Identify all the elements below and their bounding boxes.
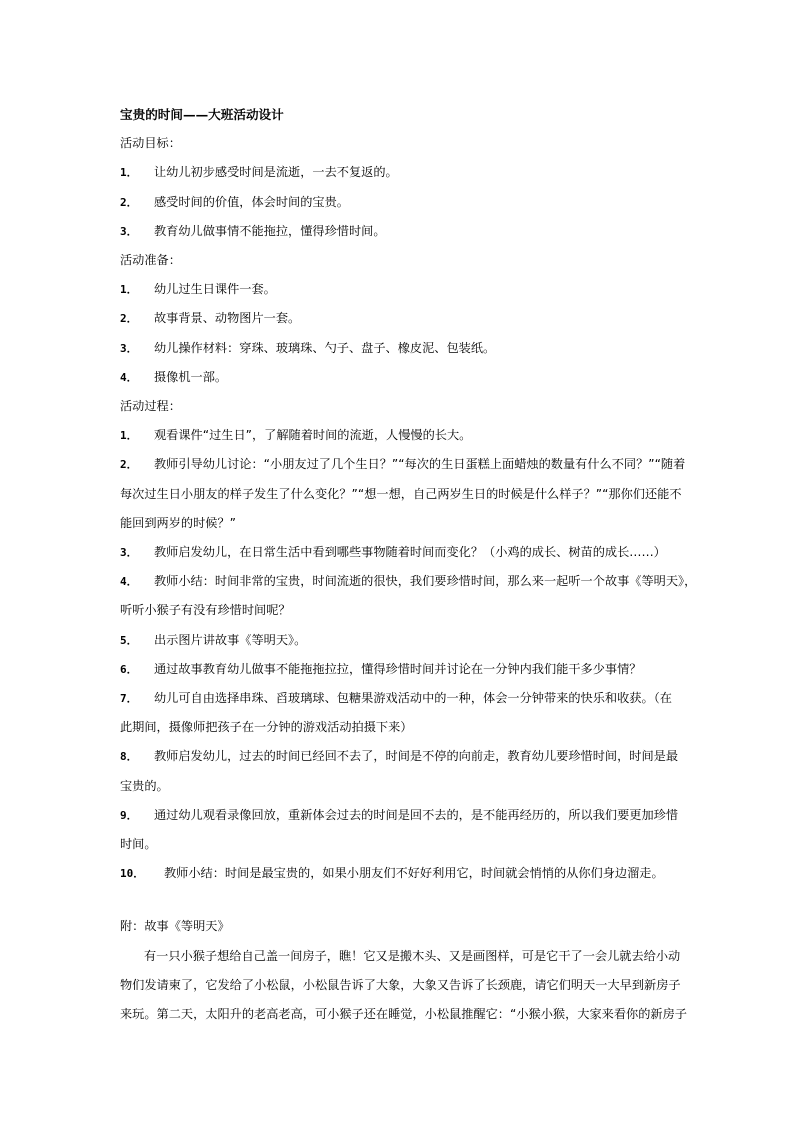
story-line: 来玩。第二天，太阳升的老高老高，可小猴子还在睡觉，小松鼠推醒它：“小猴小猴，大家来看你的新房子	[120, 1007, 687, 1022]
list-item: 3． 教育幼儿做事情不能拖拉，懂得珍惜时间。	[120, 223, 386, 238]
list-item: 1． 观看课件“过生日”，了解随着时间的流逝，人慢慢的长大。	[120, 428, 472, 443]
list-item: 1． 幼儿过生日课件一套。	[120, 282, 276, 297]
list-item: 8． 教师启发幼儿，过去的时间已经回不去了，时间是不停的向前走，教育幼儿要珍惜时间，时间是最	[120, 749, 679, 764]
appendix-heading: 附：故事《等明天》	[120, 919, 230, 934]
list-item: 9． 通过幼儿观看录像回放，重新体会过去的时间是回不去的，是不能再经历的，所以我们要更加珍惜	[120, 807, 679, 822]
list-item: 7． 幼儿可自由选择串珠、舀玻璃球、包糖果游戏活动中的一种，体会一分钟带来的快乐和收获。（在	[120, 691, 672, 706]
process-heading: 活动过程：	[120, 399, 181, 414]
goals-list	[120, 158, 676, 246]
list-item: 3． 幼儿操作材料：穿珠、玻璃珠、勺子、盘子、橡皮泥、包装纸。	[120, 340, 496, 355]
document-page	[120, 100, 697, 1029]
process-list	[120, 421, 697, 888]
prep-list	[120, 275, 676, 392]
story-line: 物们发请柬了，它发给了小松鼠，小松鼠告诉了大象，大象又告诉了长颈鹿，请它们明天一大早到新房子	[120, 977, 681, 992]
list-item-continuation: 能回到两岁的时候？”	[120, 515, 237, 530]
document-title: 宝贵的时间——大班活动设计	[120, 107, 284, 122]
list-item: 4． 教师小结：时间非常的宝贵，时间流逝的很快，我们要珍惜时间，那么来一起听一个故事《等明天》，	[120, 574, 697, 589]
list-item-continuation: 此期间，摄像师把孩子在一分钟的游戏活动拍摄下来）	[120, 720, 413, 735]
list-item: 1． 让幼儿初步感受时间是流逝，一去不复返的。	[120, 165, 398, 180]
list-item: 2． 故事背景、动物图片一套。	[120, 311, 301, 326]
list-item: 10． 教师小结：时间是最宝贵的，如果小朋友们不好好利用它，时间就会悄悄的从你们身边溜走。	[120, 866, 664, 881]
list-item: 6． 通过故事教育幼儿做事不能拖拖拉拉，懂得珍惜时间并讨论在一分钟内我们能干多少事情？	[120, 661, 642, 676]
list-item: 4． 摄像机一部。	[120, 369, 228, 384]
list-item-continuation: 宝贵的。	[120, 778, 169, 793]
list-item: 5． 出示图片讲故事《等明天》。	[120, 632, 307, 647]
story-line: 有一只小猴子想给自己盖一间房子，瞧！它又是搬木头、又是画图样，可是它干了一会儿就去给小动	[144, 948, 681, 963]
prep-heading: 活动准备：	[120, 253, 181, 268]
goals-heading: 活动目标：	[120, 136, 181, 151]
story-text	[120, 942, 687, 1030]
list-item: 3． 教师启发幼儿，在日常生活中看到哪些事物随着时间而变化？（小鸡的成长、树苗的成长……）	[120, 545, 666, 560]
list-item: 2． 感受时间的价值，体会时间的宝贵。	[120, 194, 349, 209]
list-item: 2． 教师引导幼儿讨论：“小朋友过了几个生日？”“每次的生日蛋糕上面蜡烛的数量有什么不同？”“随着	[120, 457, 686, 472]
list-item-continuation: 听听小猴子有没有珍惜时间呢？	[120, 603, 291, 618]
list-item-continuation: 每次过生日小朋友的样子发生了什么变化？”“想一想，自己两岁生日的时候是什么样子？”“那你们还能不	[120, 486, 682, 501]
spacer	[120, 888, 676, 912]
list-item-continuation: 时间。	[120, 837, 157, 852]
